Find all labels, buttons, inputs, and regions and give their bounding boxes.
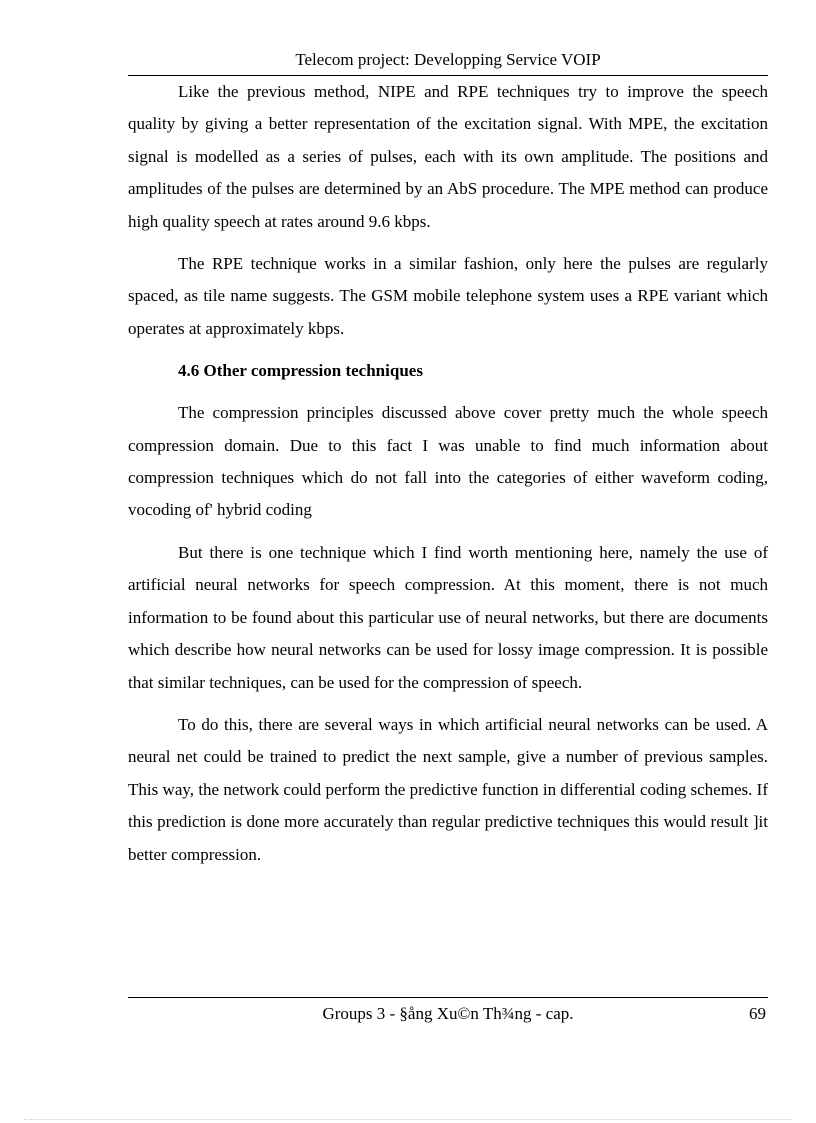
- page-number: 69: [749, 1004, 766, 1023]
- paragraph-mpe: Like the previous method, NIPE and RPE techniques try to improve the speech quality by giving a better representation of the excitation signal. With MPE, the excitation signal is modelled as a series of pulses, each with its own amplitude. The positions and amplitudes of the pulses are determined by an AbS procedure. The MPE method can produce high quality speech at rates around 9.6 kbps.: [128, 82, 768, 231]
- page-footer: [128, 1001, 768, 1027]
- page-header: Telecom project: Developping Service VOIP: [295, 50, 601, 69]
- paragraph-compression-principles: The compression principles discussed above cover pretty much the whole speech compression domain. Due to this fact I was unable to find much information about compression techniques which do not fall into the categories of either waveform coding, vocoding of' hybrid coding: [128, 403, 768, 520]
- paragraph-neural-networks: But there is one technique which I find worth mentioning here, namely the use of artificial neural networks for speech compression. At this moment, there is not much information to be found about this particular use of neural networks, but there are documents which describe how neural networks can be used for lossy image compression. It is possible that similar techniques, can be used for the compression of speech.: [128, 542, 768, 692]
- paragraph-rpe: The RPE technique works in a similar fashion, only here the pulses are regularly spaced, as tile name suggests. The GSM mobile telephone system uses a RPE variant which operates at approximately kbps.: [128, 254, 768, 338]
- page-bottom-border: [24, 1119, 792, 1120]
- footer-rule: [128, 997, 768, 998]
- section-heading: 4.6 Other compression techniques: [178, 361, 423, 381]
- footer-text: Groups 3 - §ång Xu©n Th¾ng - cap.: [322, 1004, 574, 1023]
- paragraph-neural-usage: To do this, there are several ways in which artificial neural networks can be used. A neural net could be trained to predict the next sample, give a number of previous samples. This way, the network could perform the predictive function in differential coding schemes. If this prediction is done more accurately than regular predictive techniques this would result ]it better compression.: [128, 714, 768, 864]
- page-body: [128, 76, 768, 881]
